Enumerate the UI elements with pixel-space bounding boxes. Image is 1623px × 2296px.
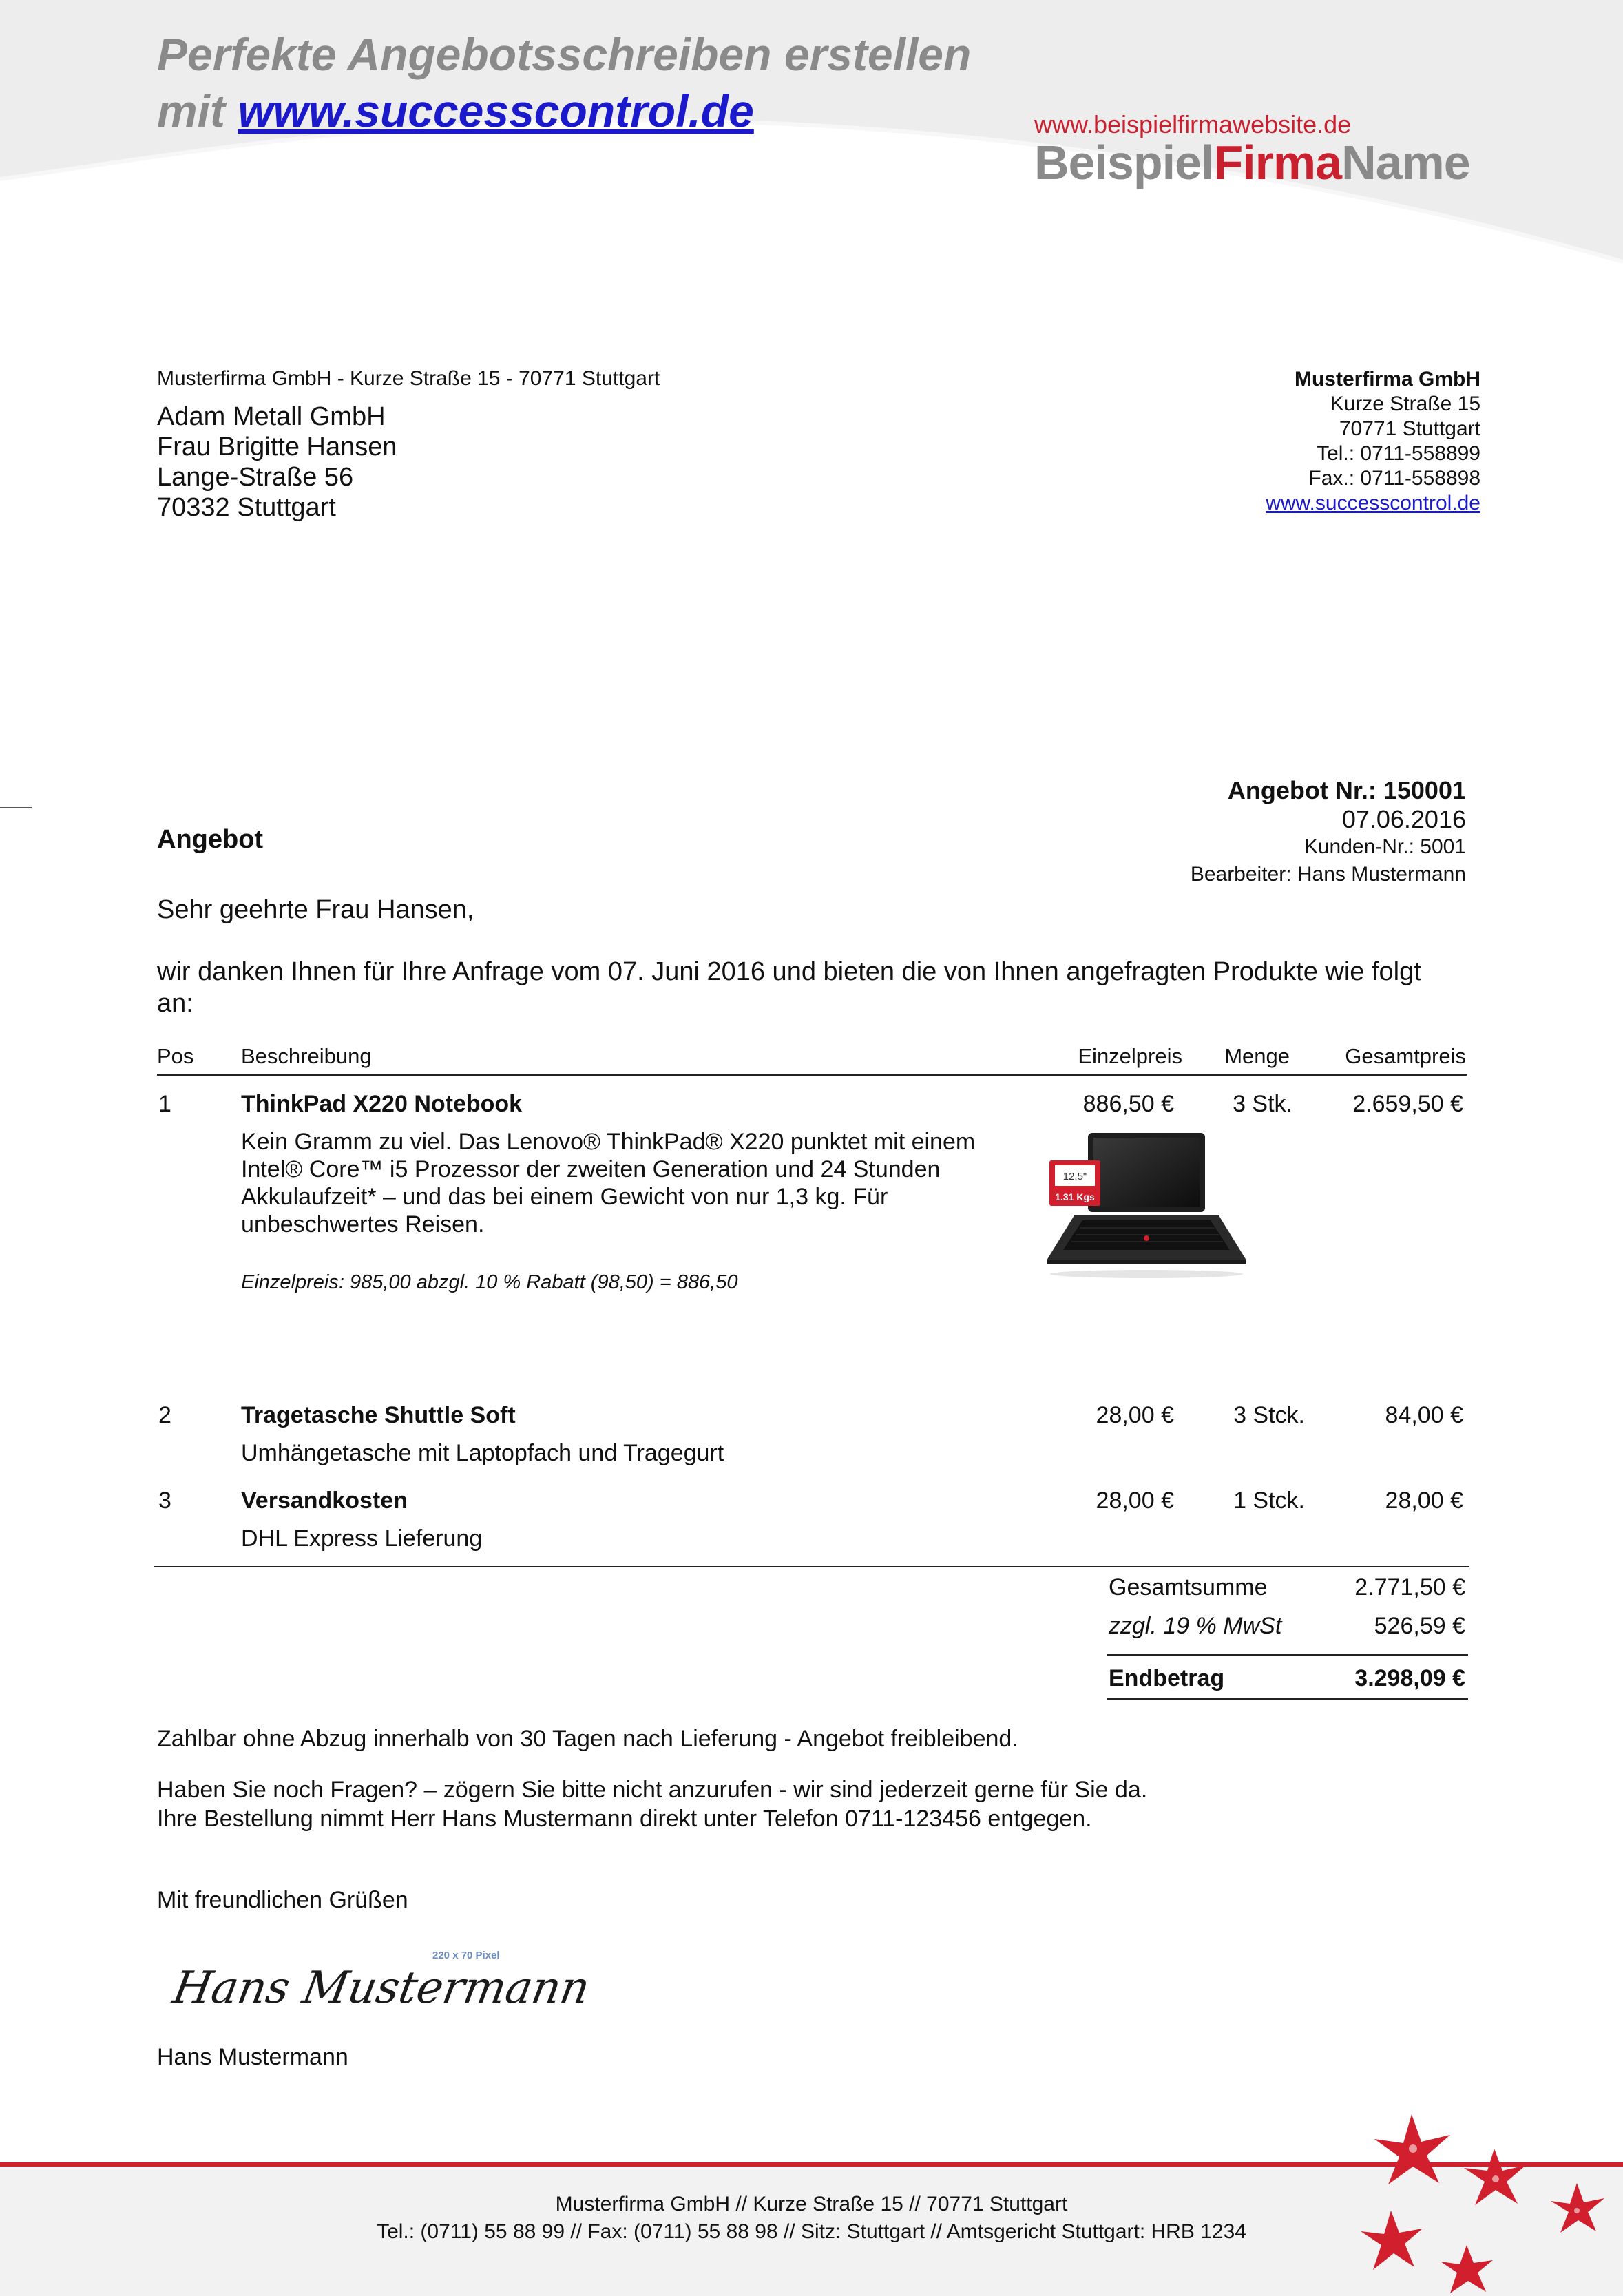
greeting: Mit freundlichen Grüßen (157, 1887, 408, 1913)
item1-unit-price: 886,50 € (1082, 1091, 1174, 1117)
totals-rule-top (1107, 1654, 1468, 1656)
signature-size-note: 220 x 70 Pixel (432, 1950, 500, 1961)
header-title (157, 26, 971, 139)
brand-part3: Name (1341, 136, 1470, 189)
salutation: Sehr geehrte Frau Hansen, (157, 895, 474, 924)
item3-quantity: 1 Stck. (1233, 1488, 1305, 1514)
recipient-address (157, 401, 397, 523)
offer-meta (1191, 775, 1466, 888)
customer-number: Kunden-Nr.: 5001 (1303, 835, 1466, 858)
col-header-unit-price: Einzelpreis (1078, 1044, 1182, 1068)
sum-label: Gesamtsumme (1109, 1574, 1268, 1600)
laptop-weight-tag: 1.31 Kgs (1055, 1191, 1095, 1202)
offer-title: Angebot (157, 825, 264, 854)
vat-label: zzgl. 19 % MwSt (1109, 1613, 1282, 1639)
header-link[interactable]: www.successcontrol.de (238, 85, 754, 136)
header-title-line2 (157, 83, 971, 139)
item3-pos: 3 (158, 1488, 171, 1514)
table-header-rule (157, 1074, 1467, 1076)
item1-description: Kein Gramm zu viel. Das Lenovo® ThinkPad® X220 punktet mit einem Intel® Core™ i5 Prozessor der zweiten Generation und 24 Stunden Akkulaufzeit* – und das bei einem Gewicht von nur 1,3 kg. Für unbeschwertes Reisen. (241, 1129, 976, 1238)
sum-value: 2.771,50 € (1354, 1574, 1465, 1600)
fold-mark (0, 807, 32, 808)
signer-name: Hans Mustermann (157, 2044, 348, 2070)
company-fax: Fax.: 0711-558898 (1308, 467, 1480, 490)
recipient-person: Frau Brigitte Hansen (157, 432, 397, 461)
footer-legal: Tel.: (0711) 55 88 99 // Fax: (0711) 55 88 98 // Sitz: Stuttgart // Amtsgericht Stuttgart: HRB 1234 (377, 2220, 1246, 2243)
questions-text: Haben Sie noch Fragen? – zögern Sie bitte nicht anzurufen - wir sind jederzeit gerne für Sie da. (157, 1777, 1148, 1803)
item2-description: Umhängetasche mit Laptopfach und Tragegurt (241, 1440, 724, 1466)
item3-name: Versandkosten (241, 1488, 408, 1514)
col-header-pos: Pos (157, 1044, 194, 1068)
brand-part1: Beispiel (1034, 136, 1214, 189)
sender-line: Musterfirma GmbH - Kurze Straße 15 - 70771 Stuttgart (157, 367, 660, 390)
item1-price-note: Einzelpreis: 985,00 abzgl. 10 % Rabatt (98,50) = 886,50 (241, 1271, 738, 1293)
col-header-description: Beschreibung (241, 1044, 372, 1068)
col-header-total: Gesamtpreis (1345, 1044, 1466, 1068)
company-web-link[interactable]: www.successcontrol.de (1266, 492, 1480, 514)
totals-rule-bottom (1107, 1698, 1468, 1700)
final-value: 3.298,09 € (1354, 1665, 1465, 1691)
item2-pos: 2 (158, 1402, 171, 1428)
signature-text: Hans Mustermann (169, 1962, 594, 2014)
offer-date: 07.06.2016 (1341, 805, 1466, 833)
company-name: Musterfirma GmbH (1294, 368, 1480, 390)
payment-terms: Zahlbar ohne Abzug innerhalb von 30 Tagen nach Lieferung - Angebot freibleibend. (157, 1726, 1018, 1752)
item3-description: DHL Express Lieferung (241, 1525, 483, 1552)
brand-part2: Firma (1213, 136, 1342, 189)
footer-address: Musterfirma GmbH // Kurze Straße 15 // 70771 Stuttgart (555, 2193, 1068, 2215)
item2-total: 84,00 € (1385, 1402, 1463, 1428)
recipient-street: Lange-Straße 56 (157, 463, 354, 492)
table-bottom-rule (154, 1566, 1469, 1567)
clerk: Bearbeiter: Hans Mustermann (1190, 863, 1466, 886)
company-city: 70771 Stuttgart (1339, 417, 1480, 440)
item1-total: 2.659,50 € (1352, 1091, 1463, 1117)
company-tel: Tel.: 0711-558899 (1317, 442, 1480, 465)
offer-number: Angebot Nr.: 150001 (1227, 776, 1466, 804)
company-street: Kurze Straße 15 (1330, 393, 1480, 415)
item1-quantity: 3 Stk. (1233, 1091, 1292, 1117)
signature-image (165, 1934, 594, 2037)
col-header-quantity: Menge (1224, 1044, 1290, 1068)
item3-unit-price: 28,00 € (1096, 1488, 1174, 1514)
recipient-city: 70332 Stuttgart (157, 493, 336, 522)
item2-unit-price: 28,00 € (1096, 1402, 1174, 1428)
vat-value: 526,59 € (1374, 1613, 1465, 1639)
final-label: Endbetrag (1109, 1665, 1225, 1691)
laptop-product-image (1047, 1129, 1253, 1284)
company-info-block (1266, 367, 1480, 516)
item3-total: 28,00 € (1385, 1488, 1463, 1514)
item2-quantity: 3 Stck. (1233, 1402, 1305, 1428)
item1-pos: 1 (158, 1091, 171, 1117)
header-title-line1: Perfekte Angebotsschreiben erstellen (157, 29, 972, 80)
item2-name: Tragetasche Shuttle Soft (241, 1402, 516, 1428)
brand-logo (1034, 135, 1470, 190)
brand-url: www.beispielfirmawebsite.de (1034, 110, 1352, 138)
item1-name: ThinkPad X220 Notebook (241, 1091, 523, 1117)
order-contact-text: Ihre Bestellung nimmt Herr Hans Mustermann direkt unter Telefon 0711-123456 entgegen. (157, 1806, 1092, 1832)
intro-text: wir danken Ihnen für Ihre Anfrage vom 07. Juni 2016 und bieten die von Ihnen angefragten Produkte wie folgt an: (157, 957, 1421, 1018)
recipient-company: Adam Metall GmbH (157, 402, 386, 431)
laptop-size-tag: 12.5" (1062, 1171, 1087, 1182)
header-title-prefix: mit (157, 85, 238, 136)
